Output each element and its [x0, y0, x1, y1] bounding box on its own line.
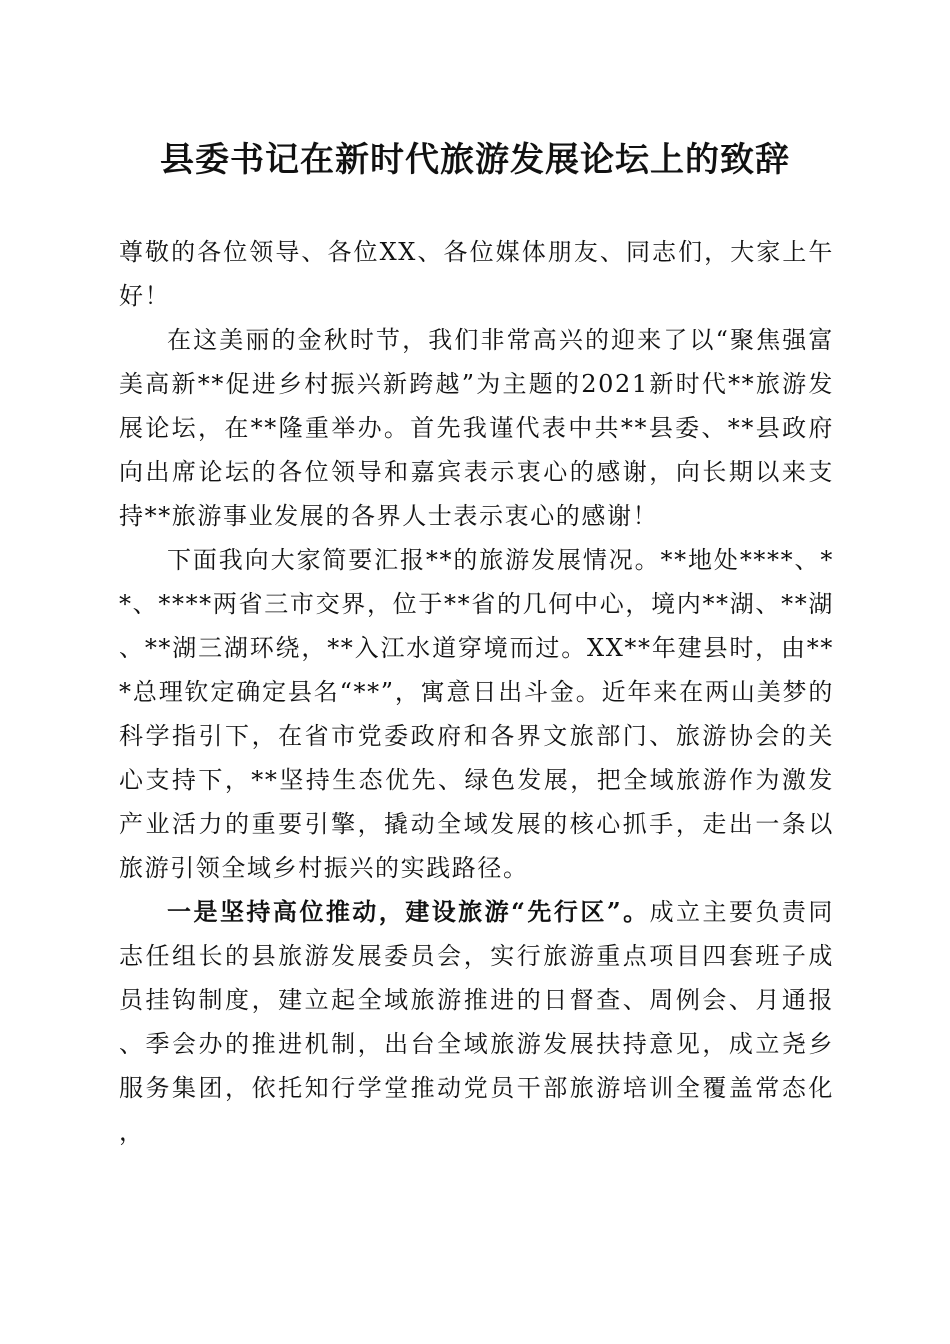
section-one-lead: 一是坚持高位推动，建设旅游“先行区”。 [167, 897, 650, 926]
document-title: 县委书记在新时代旅游发展论坛上的致辞 [160, 140, 790, 180]
greeting-paragraph: 尊敬的各位领导、各位XX、各位媒体朋友、同志们，大家上午好！ [119, 238, 834, 310]
opening-paragraph: 在这美丽的金秋时节，我们非常高兴的迎来了以“聚焦强富美高新**促进乡村振兴新跨越”为主题的2021新时代**旅游发展论坛，在**隆重举办。首先我谨代表中共**县委、**县政府向出席论坛的各位领导和嘉宾表示衷心的感谢，向长期以来支持**旅游事业发展的各界人士表示衷心的感谢！ [119, 326, 834, 530]
section-one-text: 成立主要负责同志任组长的县旅游发展委员会，实行旅游重点项目四套班子成员挂钩制度，建立起全域旅游推进的日督查、周例会、月通报、季会办的推进机制，出台全域旅游发展扶持意见，成立尧乡服务集团，依托知行学堂推动党员干部旅游培训全覆盖常态化， [119, 898, 834, 1146]
development-paragraph: 下面我向大家简要汇报**的旅游发展情况。**地处****、**、****两省三市交界，位于**省的几何中心，境内**湖、**湖、**湖三湖环绕，**入江水道穿境而过。XX**年建县时，由***总理钦定确定县名“**”，寓意日出斗金。近年来在两山美梦的科学指引下，在省市党委政府和各界文旅部门、旅游协会的关心支持下，**坚持生态优先、绿色发展，把全域旅游作为激发产业活力的重要引擎，撬动全域发展的核心抓手，走出一条以旅游引领全域乡村振兴的实践路径。 [119, 546, 834, 882]
section-one-paragraph [119, 890, 834, 1154]
document-body [119, 230, 834, 1154]
